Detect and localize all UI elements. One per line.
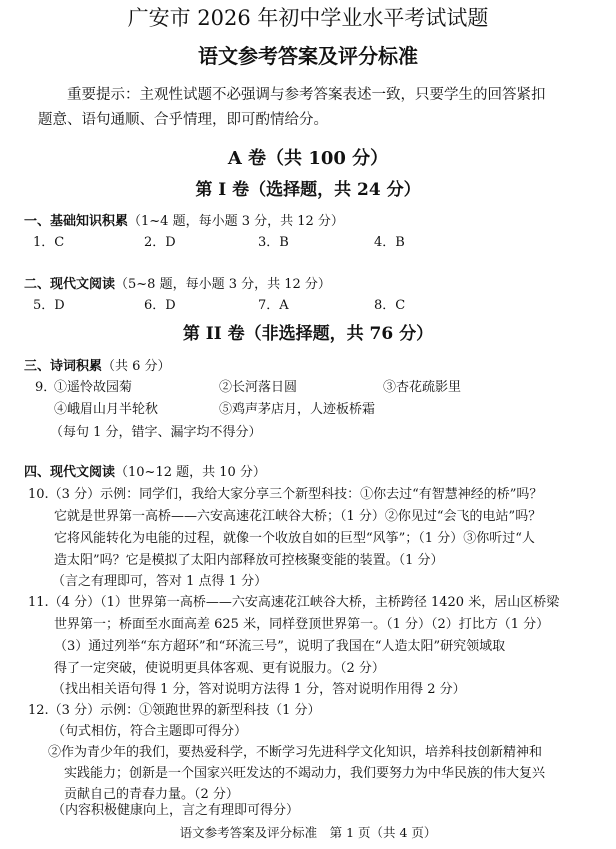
- question-11-line: 11.（4 分）（1）世界第一高桥——六安高速花江峡谷大桥，主桥跨径 1420 米，居山区桥梁: [28, 595, 560, 610]
- page-footer: 语文参考答案及评分标准 第 1 页（共 4 页）: [179, 825, 437, 840]
- question-12-scoring-rule: （句式相仿，符合主题即可得分）: [52, 724, 248, 739]
- answer-8: 8．C: [374, 298, 406, 313]
- volume-a-heading: A 卷（共 100 分）: [227, 148, 389, 169]
- question-11-line: 得了一定突破，使说明更具体客观、更有说服力。（2 分）: [54, 661, 385, 676]
- section-2-note: （5~8 题，每小题 3 分，共 12 分）: [115, 277, 331, 292]
- answer-4: 4．B: [374, 235, 405, 250]
- section-2-title: 二、现代文阅读: [24, 277, 116, 292]
- poem-line-1: ①遥怜故园菊: [54, 380, 133, 395]
- question-12-line: 12.（3 分）示例：①领跑世界的新型科技（1 分）: [28, 703, 321, 718]
- section-3-title: 三、诗词积累: [24, 359, 103, 374]
- part-1-heading: 第 I 卷（选择题，共 24 分）: [195, 180, 421, 200]
- poem-line-3: ③杏花疏影里: [383, 380, 462, 395]
- question-10-line: 它将风能转化为电能的过程，就像一个收放自如的巨型“风筝”；（1 分）③你听过“人: [54, 531, 535, 546]
- section-2-heading: [24, 275, 331, 295]
- question-11-line: 世界第一；桥面至水面高差 625 米，同样登顶世界第一。（1 分）（2）打比方（1 分）: [54, 617, 550, 632]
- notice-line-1: 重要提示：主观性试题不必强调与参考答案表述一致，只要学生的回答紧扣: [67, 87, 546, 103]
- section-1-note: （1~4 题，每小题 3 分，共 12 分）: [128, 214, 344, 229]
- section-3-heading: [24, 357, 171, 377]
- question-12-scoring-rule: （内容积极健康向上，言之有理即可得分）: [52, 803, 300, 818]
- important-notice: [38, 83, 583, 133]
- answer-3: 3．B: [258, 235, 289, 250]
- document-subtitle: 语文参考答案及评分标准: [198, 44, 418, 68]
- question-10-line: 它就是世界第一高桥——六安高速花江峡谷大桥；（1 分）②你见过“会飞的电站”吗？: [54, 509, 542, 524]
- section-4-title: 四、现代文阅读: [24, 465, 116, 480]
- answer-2: 2．D: [144, 235, 176, 250]
- section-1-answers: [0, 233, 616, 253]
- question-10-line: 造太阳”吗？它是模拟了太阳内部释放可控核聚变能的装置。（1 分）: [54, 553, 444, 568]
- poem-line-2: ②长河落日圆: [219, 380, 298, 395]
- question-12-line: 实践能力；创新是一个国家兴旺发达的不竭动力，我们要努力为中华民族的伟大复兴: [64, 766, 546, 781]
- question-9-number: 9．: [35, 380, 57, 395]
- answer-6: 6．D: [144, 298, 176, 313]
- answer-1: 1．C: [33, 235, 65, 250]
- question-9-row-2: [0, 400, 616, 421]
- question-12-line: 贡献自己的青春力量。（2 分）: [64, 787, 239, 802]
- question-10-line: 10.（3 分）示例：同学们，我给大家分享三个新型科技：①你去过“有智慧神经的桥”吗？: [28, 487, 543, 502]
- question-11-scoring-rule: （找出相关语句得 1 分，答对说明方法得 1 分，答对说明作用得 2 分）: [52, 682, 466, 697]
- document-title: 广安市 2026 年初中学业水平考试试题: [127, 6, 489, 30]
- poem-line-5: ⑤鸡声茅店月，人迹板桥霜: [219, 402, 376, 417]
- section-4-note: （10~12 题，共 10 分）: [115, 465, 266, 480]
- question-9-row-1: [0, 378, 616, 399]
- question-9-scoring-rule: （每句 1 分，错字、漏字均不得分）: [50, 425, 262, 440]
- section-2-answers: [0, 296, 616, 316]
- part-2-heading: 第 II 卷（非选择题，共 76 分）: [182, 324, 434, 344]
- question-10-scoring-rule: （言之有理即可，答对 1 点得 1 分）: [52, 574, 268, 589]
- answer-5: 5．D: [33, 298, 65, 313]
- section-1-heading: [24, 212, 344, 232]
- answer-7: 7．A: [258, 298, 289, 313]
- question-12-line: ②作为青少年的我们，要热爱科学，不断学习先进科学文化知识，培养科技创新精神和: [48, 745, 543, 760]
- poem-line-4: ④峨眉山月半轮秋: [54, 402, 159, 417]
- section-1-title: 一、基础知识积累: [24, 214, 129, 229]
- section-4-heading: [24, 463, 266, 483]
- question-11-line: （3）通过列举“东方超环”和“环流三号”，说明了我国在“人造太阳”研究领域取: [54, 639, 506, 654]
- section-3-note: （共 6 分）: [102, 359, 171, 374]
- notice-line-2: 题意、语句通顺、合乎情理，即可酌情给分。: [38, 112, 328, 128]
